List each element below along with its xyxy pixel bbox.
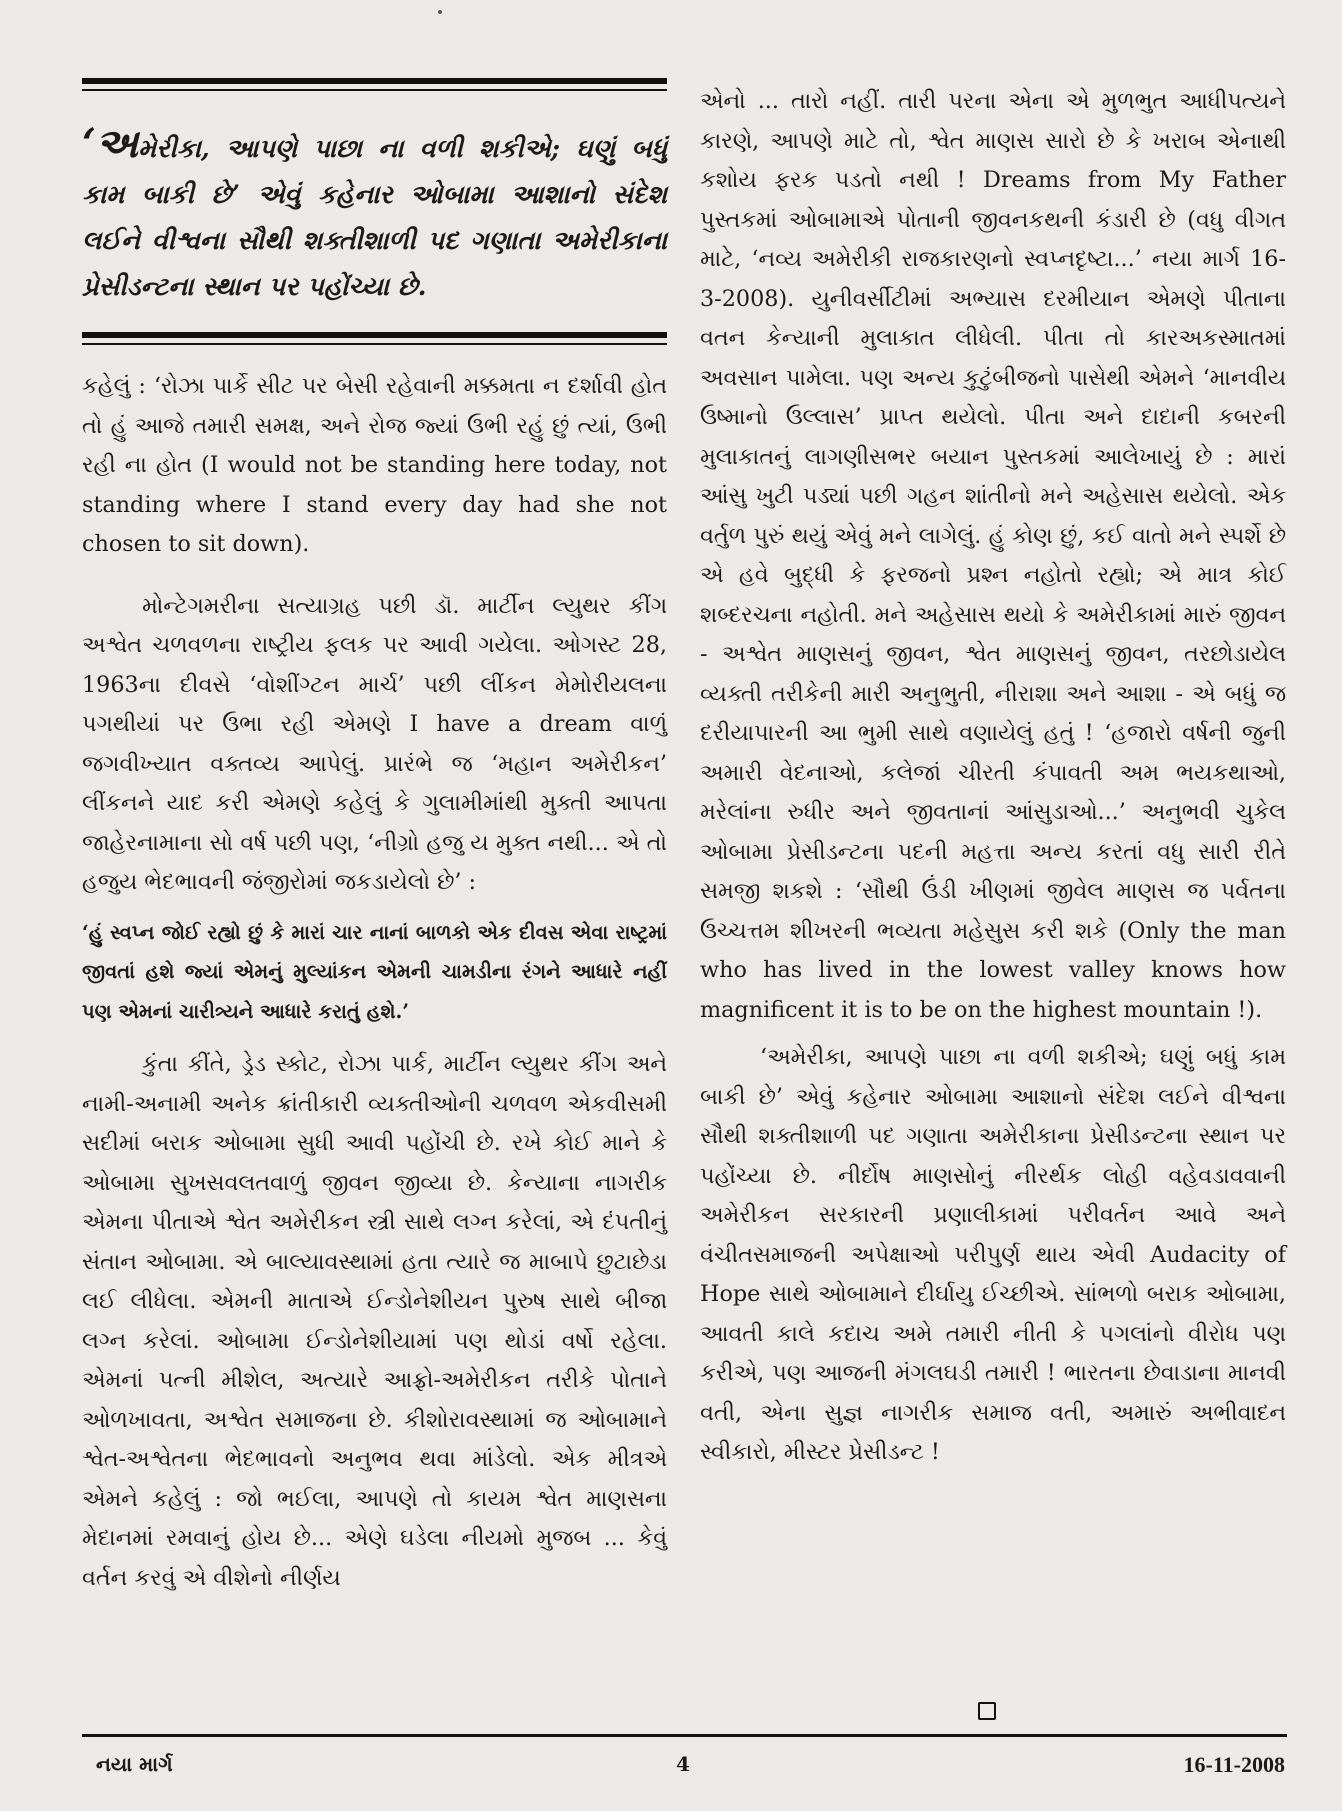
dream-quote: ‘હું સ્વપ્ન જોઈ રહ્યો છું કે મારાં ચાર નાનાં બાળકો એક દીવસ એવા રાષ્ટ્રમાં જીવતાં હશે જ્યાં એમનું મુલ્યાંકન એમની ચામડીના રંગને આધારે નહીં પણ એમનાં ચારીત્ર્યને આધારે કરાતું હશે.’ [82, 920, 667, 1023]
left-paragraph-2: મોન્ટેગમરીના સત્યાગ્રહ પછી ડૉ. માર્ટીન લ્યુથર કીંગ અશ્વેત ચળવળના રાષ્ટ્રીય ફલક પર આવી ગયેલા. ઓગસ્ટ 28, 1963ના દીવસે ‘વોશીંગ્ટન માર્ચ’ પછી લીંકન મેમોરીયલના પગથીયાં પર ઉભા રહી એમણે I have a dream વાળું જગવીખ્યાત વક્તવ્ય આપેલું. પ્રારંભે જ ‘મહાન અમેરીકન’ લીંકનને યાદ કરી એમણે કહેલું કે ગુલામીમાંથી મુક્તી આપતા જાહેરનામાના સો વર્ષ પછી પણ, ‘નીગ્રો હજુ ય મુક્ત નથી... એ તો હજુય ભેદભાવની જંજીરોમાં જકડાયેલો છે’ : [82, 592, 667, 895]
left-column [82, 78, 667, 1598]
pullquote-bottom-rule [82, 332, 667, 338]
pull-quote-text: મેરીકા, આપણે પાછા ના વળી શકીએ; ઘણું બધું કામ બાકી છે’ એવું કહેનાર ઓબામા આશાનો સંદેશ લઈને વીશ્વના સૌથી શક્તીશાળી પદ ગણાતા અમેરીકાના પ્રેસીડન્ટના સ્થાન પર પહોંચ્યા છે. [82, 134, 667, 302]
pullquote-top-rule [82, 78, 667, 84]
left-paragraph-3: કુંતા કીંતે, ડ્રેડ સ્કોટ, રોઝા પાર્ક, માર્ટીન લ્યુથર કીંગ અને નામી-અનામી અનેક ક્રાંતીકારી વ્યક્તીઓની ચળવળ એકવીસમી સદીમાં બરાક ઓબામા સુધી આવી પહોંચી છે. રખે કોઈ માને કે ઓબામા સુખસવલતવાળું જીવન જીવ્યા છે. કેન્યાના નાગરીક એમના પીતાએ શ્વેત અમેરીકન સ્ત્રી સાથે લગ્ન કરેલાં, એ દંપતીનું સંતાન ઓબામા. એ બાલ્યાવસ્થામાં હતા ત્યારે જ માબાપે છુટાછેડા લઈ લીધેલા. એમની માતાએ ઈન્ડોનેશીયન પુરુષ સાથે બીજા લગ્ન કરેલાં. ઓબામા ઈન્ડોનેશીયામાં પણ થોડાં વર્ષો રહેલા. એમનાં પત્ની મીશેલ, અત્યારે આફ્રો-અમેરીકન તરીકે પોતાને ઓળખાવતા, અશ્વેત સમાજના છે. કીશોરાવસ્થામાં જ ઓબામાને શ્વેત-અશ્વેતના ભેદભાવનો અનુભવ થવા માંડેલો. એક મીત્રએ એમને કહેલું : જો ભઈલા, આપણે તો કાયમ શ્વેત માણસના મેદાનમાં રમવાનું હોય છે... એણે ઘડેલા નીયમો મુજબ ... કેવું વર્તન કરવું એ વીશેનો નીર્ણય [82, 1051, 667, 1591]
footer-rule [82, 1734, 1287, 1737]
pull-quote-dropcap: ‘અ [82, 120, 139, 167]
footer-publication: નયા માર્ગ [96, 1752, 173, 1776]
right-column [700, 82, 1286, 1473]
right-paragraph-1: એનો ... તારો નહીં. તારી પરના એના એ મુળભુત આધીપત્યને કારણે, આપણે માટે તો, શ્વેત માણસ સારો છે કે ખરાબ એનાથી કશોય ફરક પડતો નથી ! Dreams from My Father પુસ્તકમાં ઓબામાએ પોતાની જીવનકથની કંડારી છે (વધુ વીગત માટે, ‘નવ્ય અમેરીકી રાજકારણનો સ્વપ્નદૃષ્ટા...’ નયા માર્ગ 16-3-2008). યુનીવર્સીટીમાં અભ્યાસ દરમીયાન એમણે પીતાના વતન કેન્યાની મુલાકાત લીધેલી. પીતા તો કારઅકસ્માતમાં અવસાન પામેલા. પણ અન્ય કુટુંબીજનો પાસેથી એમને ‘માનવીય ઉષ્માનો ઉલ્લાસ’ પ્રાપ્ત થયેલો. પીતા અને દાદાની કબરની મુલાકાતનું લાગણીસભર બયાન પુસ્તકમાં આલેખાયું છે : મારાં આંસુ ખુટી પડ્યાં પછી ગહન શાંતીનો મને અહેસાસ થયેલો. એક વર્તુળ પુરું થયું એવું મને લાગેલું. હું કોણ છું, કઈ વાતો મને સ્પર્શે છે એ હવે બુદ્ધી કે ફરજનો પ્રશ્ન નહોતો રહ્યો; એ માત્ર કોઈ શબ્દરચના નહોતી. મને અહેસાસ થયો કે અમેરીકામાં મારું જીવન - અશ્વેત માણસનું જીવન, શ્વેત માણસનું જીવન, તરછોડાયેલ વ્યક્તી તરીકેની મારી અનુભુતી, નીરાશા અને આશા - એ બધું જ દરીયાપારની આ ભુમી સાથે વણાયેલું હતું ! ‘હજારો વર્ષની જુની અમારી વેદનાઓ, કલેજાં ચીરતી કંપાવતી અમ ભયકથાઓ, મરેલાંના રુધીર અને જીવતાનાં આંસુડાઓ...’ અનુભવી ચુકેલ ઓબામા પ્રેસીડન્ટના પદની મહત્તા અન્ય કરતાં વધુ સારી રીતે સમજી શકશે : ‘સૌથી ઉંડી ખીણમાં જીવેલ માણસ જ પર્વતના ઉચ્ચત્તમ શીખરની ભવ્યતા મહેસુસ કરી શકે (Only the man who has lived in the lowest valley knows how magnificent it is to be on the highest mountain !). [700, 88, 1286, 1023]
article-end-mark [978, 1702, 996, 1720]
footer-page-number: 4 [676, 1752, 690, 1776]
left-paragraph-1: કહેલું : ‘રોઝા પાર્કે સીટ પર બેસી રહેવાની મક્કમતા ન દર્શાવી હોત તો હું આજે તમારી સમક્ષ, અને રોજ જ્યાં ઉભી રહું છું ત્યાં, ઉભી રહી ના હોત (I would not be standing here today, not standing where I stand every day had she not chosen to sit down). [82, 373, 667, 557]
footer-date: 16-11-2008 [1183, 1752, 1285, 1777]
right-paragraph-2: ‘અમેરીકા, આપણે પાછા ના વળી શકીએ; ઘણું બધું કામ બાકી છે’ એવું કહેનાર ઓબામા આશાનો સંદેશ લઈને વીશ્વના સૌથી શક્તીશાળી પદ ગણાતા અમેરીકાના પ્રેસીડન્ટના સ્થાન પર પહોંચ્યા છે. નીર્દોષ માણસોનું નીરર્થક લોહી વહેવડાવવાની અમેરીકન સરકારની પ્રણાલીકામાં પરીવર્તન આવે અને વંચીતસમાજની અપેક્ષાઓ પરીપુર્ણ થાય એવી Audacity of Hope સાથે ઓબામાને દીર્ઘાયુ ઈચ્છીએ. સાંભળો બરાક ઓબામા, આવતી કાલે કદાચ અમે તમારી નીતી કે પગલાંનો વીરોધ પણ કરીએ, પણ આજની મંગલઘડી તમારી ! ભારતના છેવાડાના માનવી વતી, એના સુજ્ઞ નાગરીક સમાજ વતી, અમારું અભીવાદન સ્વીકારો, મીસ્ટર પ્રેસીડન્ટ ! [700, 1044, 1287, 1465]
print-speck [438, 10, 442, 14]
pull-quote [82, 121, 667, 310]
pullquote-top-rule-thin [82, 89, 667, 91]
